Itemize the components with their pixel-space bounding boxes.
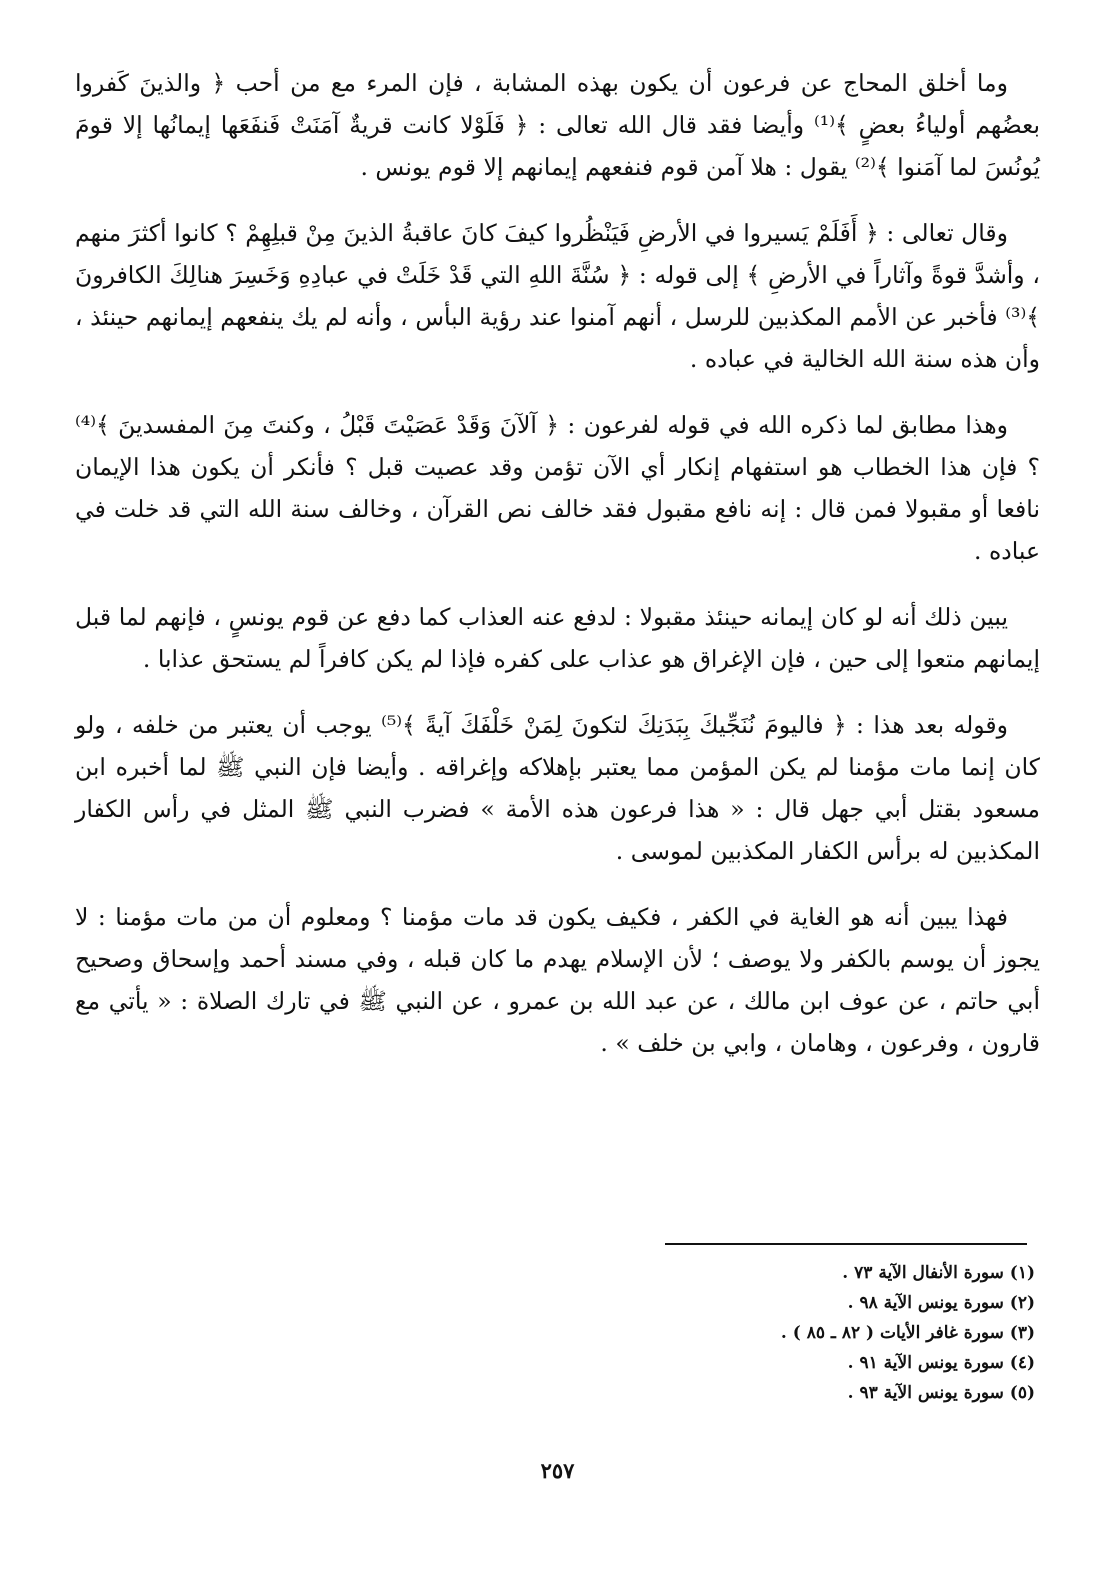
page-body — [75, 62, 1040, 1088]
footnote-divider — [665, 1243, 1027, 1245]
footnote-5: (٥) سورة يونس الآية ٩٣ . — [847, 1383, 1035, 1403]
footnote-4: (٤) سورة يونس الآية ٩١ . — [847, 1353, 1035, 1373]
paragraph-6: فهذا يبين أنه هو الغاية في الكفر ، فكيف يكون قد مات مؤمنا ؟ ومعلوم أن من مات مؤمنا : لا يجوز أن يوسم بالكفر ولا يوصف ؛ لأن الإسلام يهدم ما كان قبله ، وفي مسند أحمد وإسحاق وصحيح أبي حاتم ، عن عوف ابن مالك ، عن عبد الله بن عمرو ، عن النبي ﷺ في تارك الصلاة : « يأتي مع قارون ، وفرعون ، وهامان ، وابي بن خلف » . — [75, 903, 1040, 1057]
footnote-1: (١) سورة الأنفال الآية ٧٣ . — [842, 1263, 1035, 1283]
paragraph-2: وقال تعالى : ﴿ أَفَلَمْ يَسيروا في الأرضِ فَيَنْظُروا كيفَ كانَ عاقبةُ الذينَ مِنْ قبلِهِمْ ؟ كانوا أكثرَ منهم ، وأشدَّ قوةً وآثاراً في الأرضِ ﴾ إلى قوله : ﴿ سُنَّةَ اللهِ التي قَدْ خَلَتْ في عبادِهِ وَخَسِرَ هنالِكَ الكافرونَ ﴾⁽³⁾ فأخبر عن الأمم المكذبين للرسل ، أنهم آمنوا عند رؤية البأس ، وأنه لم يك ينفعهم إيمانهم حينئذ ، وأن هذه سنة الله الخالية في عباده . — [75, 219, 1040, 373]
footnotes — [615, 1258, 1035, 1408]
page-number: ٢٥٧ — [540, 1458, 575, 1483]
footnote-3: (٣) سورة غافر الأيات ( ٨٢ ـ ٨٥ ) . — [780, 1323, 1035, 1343]
footnote-2: (٢) سورة يونس الآية ٩٨ . — [847, 1293, 1035, 1313]
paragraph-4: يبين ذلك أنه لو كان إيمانه حينئذ مقبولا : لدفع عنه العذاب كما دفع عن قوم يونسٍ ، فإنهم لما قبل إيمانهم متعوا إلى حين ، فإن الإغراق هو عذاب على كفره فإذا لم يكن كافراً لم يستحق عذابا . — [75, 603, 1040, 673]
paragraph-3: وهذا مطابق لما ذكره الله في قوله لفرعون : ﴿ آلآنَ وَقَدْ عَصَيْتَ قَبْلُ ، وكنتَ مِنَ المفسدينَ ﴾⁽⁴⁾ ؟ فإن هذا الخطاب هو استفهام إنكار أي الآن تؤمن وقد عصيت قبل ؟ فأنكر أن يكون هذا الإيمان نافعا أو مقبولا فمن قال : إنه نافع مقبول فقد خالف نص القرآن ، وخالف سنة الله التي قد خلت في عباده . — [75, 411, 1040, 565]
paragraph-1: وما أخلق المحاج عن فرعون أن يكون بهذه المشابة ، فإن المرء مع من أحب ﴿ والذينَ كَفروا بعضُهم أولياءُ بعضٍ ﴾⁽¹⁾ وأيضا فقد قال الله تعالى : ﴿ فَلَوْلا كانت قريةٌ آمَنَتْ فَنفَعَها إيمانُها إلا قومَ يُونُسَ لما آمَنوا ﴾⁽²⁾ يقول : هلا آمن قوم فنفعهم إيمانهم إلا قوم يونس . — [75, 69, 1040, 181]
paragraph-5: وقوله بعد هذا : ﴿ فاليومَ نُنَجِّيكَ بِبَدَنِكَ لتكونَ لِمَنْ خَلْفَكَ آيةً ﴾⁽⁵⁾ يوجب أن يعتبر من خلفه ، ولو كان إنما مات مؤمنا لم يكن المؤمن مما يعتبر بإهلاكه وإغراقه . وأيضا فإن النبي ﷺ لما أخبره ابن مسعود بقتل أبي جهل قال : « هذا فرعون هذه الأمة » فضرب النبي ﷺ المثل في رأس الكفار المكذبين له برأس الكفار المكذبين لموسى . — [75, 711, 1040, 865]
